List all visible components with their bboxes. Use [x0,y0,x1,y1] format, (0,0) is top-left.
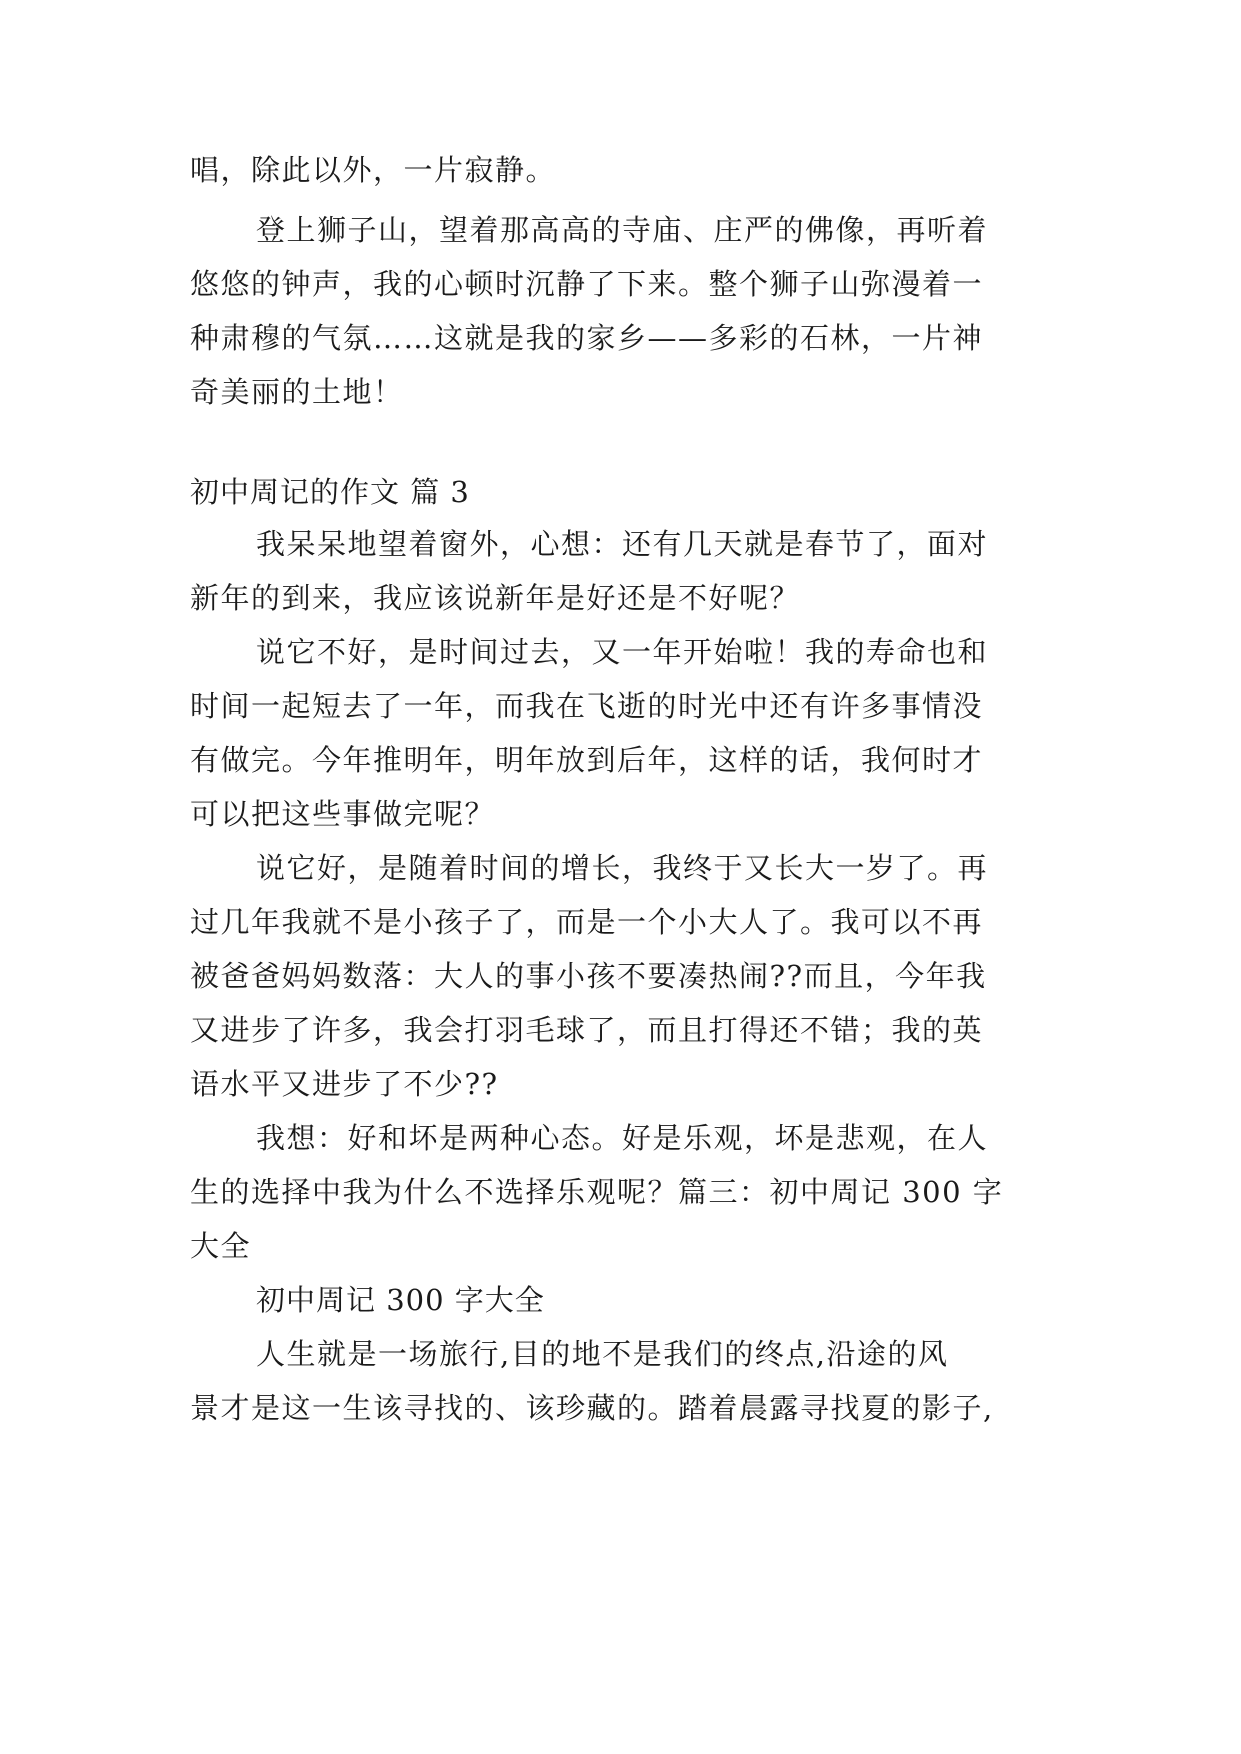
paragraph-line: 新年的到来，我应该说新年是好还是不好呢？ [190,581,801,615]
paragraph-line: 生的选择中我为什么不选择乐观呢？篇三：初中周记 300 字 [190,1175,1004,1209]
paragraph-line: 被爸爸妈妈数落：大人的事小孩不要凑热闹??而且，今年我 [190,959,987,993]
paragraph-line: 悠悠的钟声，我的心顿时沉静了下来。整个狮子山弥漫着一 [190,267,984,301]
paragraph-line: 又进步了许多，我会打羽毛球了，而且打得还不错；我的英 [190,1013,984,1047]
paragraph-line: 过几年我就不是小孩子了，而是一个小大人了。我可以不再 [190,905,984,939]
paragraph-line: 时间一起短去了一年，而我在飞逝的时光中还有许多事情没 [190,689,984,723]
paragraph-line: 我呆呆地望着窗外，心想：还有几天就是春节了，面对 [256,527,989,561]
paragraph-line: 我想：好和坏是两种心态。好是乐观，坏是悲观，在人 [256,1121,989,1155]
paragraph-line: 登上狮子山，望着那高高的寺庙、庄严的佛像，再听着 [256,213,989,247]
section-heading: 初中周记的作文 篇 3 [190,475,470,509]
paragraph-line: 人生就是一场旅行,目的地不是我们的终点,沿途的风 [256,1337,949,1371]
paragraph-line: 大全 [190,1229,252,1263]
paragraph-line: 语水平又进步了不少?? [190,1067,499,1101]
paragraph-line: 说它不好，是时间过去，又一年开始啦！我的寿命也和 [256,635,989,669]
section-subheading: 初中周记 300 字大全 [256,1283,545,1317]
paragraph-line: 说它好，是随着时间的增长，我终于又长大一岁了。再 [256,851,989,885]
paragraph-line: 奇美丽的土地！ [190,375,404,409]
paragraph-line: 有做完。今年推明年，明年放到后年，这样的话，我何时才 [190,743,984,777]
paragraph-line: 种肃穆的气氛……这就是我的家乡——多彩的石林，一片神 [190,321,984,355]
paragraph-line: 可以把这些事做完呢？ [190,797,496,831]
paragraph-line: 景才是这一生该寻找的、该珍藏的。踏着晨露寻找夏的影子, [190,1391,994,1425]
paragraph-line: 唱，除此以外，一片寂静。 [190,153,557,187]
